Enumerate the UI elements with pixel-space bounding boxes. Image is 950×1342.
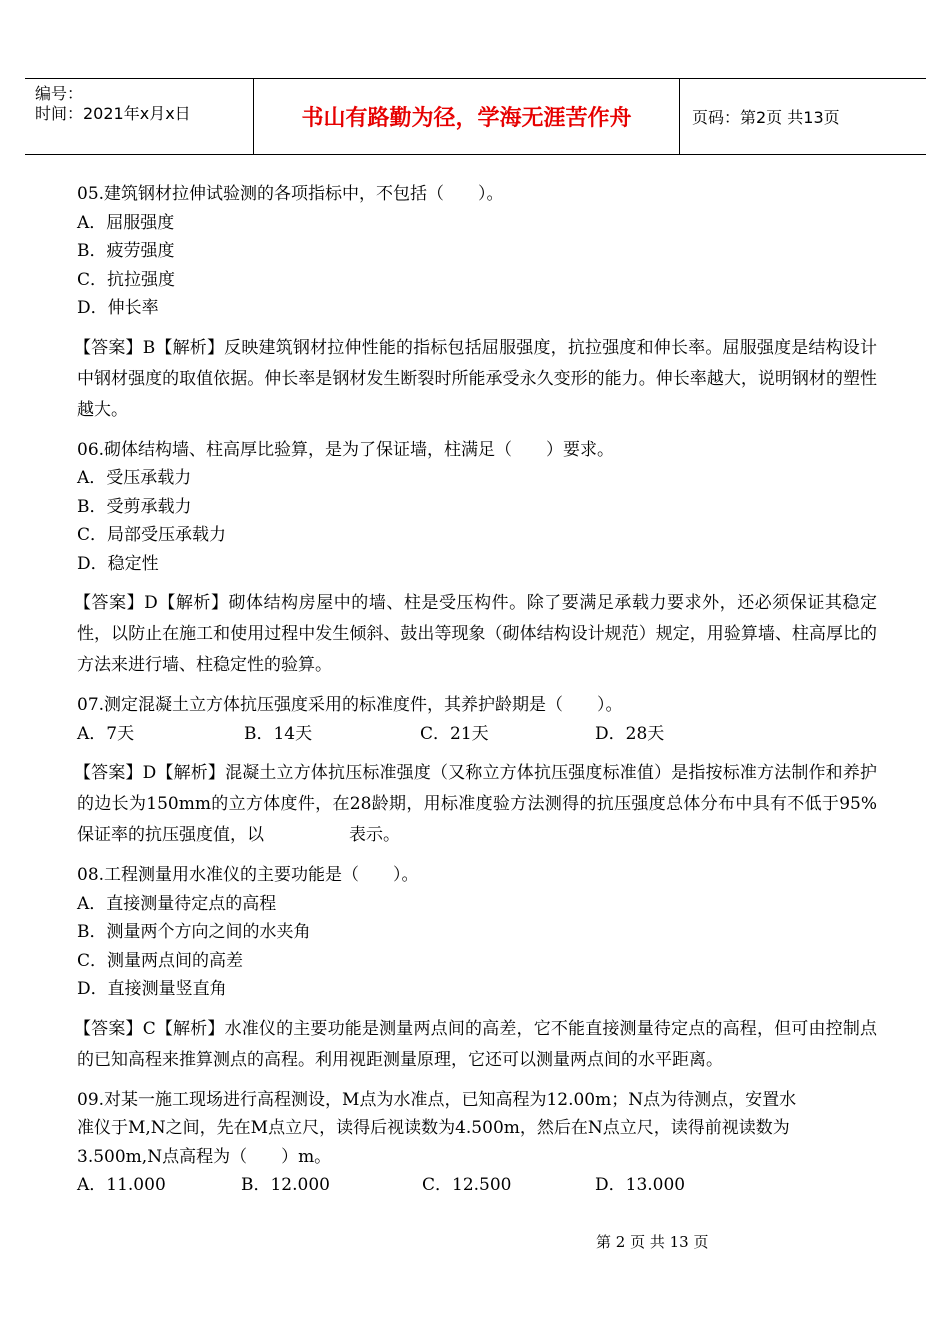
answer-explanation: 【答案】D【解析】砌体结构房屋中的墙、柱是受压构件。除了要满足承载力要求外，还必须保证其稳定性，以防止在施工和使用过程中发生倾斜、鼓出等现象（砌体结构设计规范）规定，用验算墙、柱高厚比的方法来进行墙、柱稳定性的验算。 — [74, 593, 877, 675]
question-stem: 07.测定混凝土立方体抗压强度采用的标准度件，其养护龄期是（ ）。 — [77, 695, 623, 715]
option-d: D．直接测量竖直角 — [77, 979, 227, 999]
header-meta — [25, 79, 254, 154]
question-stem-line-3: 3.500m,N点高程为（ ）m。 — [77, 1146, 332, 1167]
option-d: D．伸长率 — [77, 298, 159, 318]
option-b: B．受剪承载力 — [77, 496, 192, 517]
option-c: C．测量两点间的高差 — [77, 950, 244, 971]
answer-explanation: 【答案】B【解析】反映建筑钢材拉伸性能的指标包括屈服强度，抗拉强度和伸长率。屈服强度是结构设计中钢材强度的取值依据。伸长率是钢材发生断裂时所能承受永久变形的能力。伸长率越大，说明钢材的塑性越大。 — [74, 337, 877, 420]
inline-options — [77, 1171, 877, 1200]
answer-explanation: 【答案】C【解析】水准仪的主要功能是测量两点间的高差，它不能直接测量待定点的高程，但可由控制点的已知高程来推算测点的高程。利用视距测量原理，它还可以测量两点间的水平距离。 — [74, 1018, 877, 1070]
page-header — [25, 78, 926, 155]
question-stem: 05.建筑钢材拉伸试验测的各项指标中，不包括（ ）。 — [77, 184, 504, 204]
option-c: C．抗拉强度 — [77, 269, 176, 290]
header-motto: 书山有路勤为径，学海无涯苦作舟 — [254, 79, 680, 154]
option-d: D．28天 — [595, 723, 665, 744]
question-stem-line-1: 09.对某一施工现场进行高程测设，M点为水准点，已知高程为12.00m；N点为待测点，安置水 — [77, 1089, 797, 1110]
option-c: C．12.500 — [422, 1175, 512, 1195]
option-a: A．7天 — [77, 723, 135, 744]
option-d: D．稳定性 — [77, 553, 159, 574]
question-stem: 08.工程测量用水准仪的主要功能是（ ）。 — [77, 865, 419, 885]
option-b: B．14天 — [244, 723, 313, 744]
question-08 — [74, 861, 877, 1076]
option-c: C．局部受压承载力 — [77, 525, 227, 545]
header-page-info: 页码：第2页 共13页 — [692, 108, 840, 127]
doc-number-label: 编号： — [35, 84, 84, 103]
document-body — [74, 180, 877, 1200]
page-footer: 第 2 页 共 13 页 — [596, 1233, 709, 1251]
doc-time-label: 时间：2021年x月x日 — [35, 104, 191, 123]
answer-explanation: 【答案】D【解析】混凝土立方体抗压标准强度（又称立方体抗压强度标准值）是指按标准方法制作和养护的边长为150mm的立方体度件，在28龄期，用标准度验方法测得的抗压强度总体分布中具有不低于95%保证率的抗压强度值，以 表示。 — [74, 763, 877, 845]
option-b: B．12.000 — [241, 1175, 330, 1195]
question-05 — [74, 180, 877, 426]
option-a: A．11.000 — [77, 1175, 166, 1195]
question-stem-line-2: 准仪于M,N之间，先在M点立尺，读得后视读数为4.500m，然后在N点立尺，读得前视读数为 — [77, 1118, 790, 1138]
question-07 — [74, 691, 877, 851]
question-06 — [74, 436, 877, 682]
option-d: D．13.000 — [595, 1175, 686, 1195]
inline-options — [77, 720, 877, 749]
option-b: B．疲劳强度 — [77, 241, 175, 261]
option-a: A．直接测量待定点的高程 — [77, 893, 277, 914]
option-b: B．测量两个方向之间的水夹角 — [77, 922, 311, 942]
question-stem: 06.砌体结构墙、柱高厚比验算，是为了保证墙，柱满足（ ）要求。 — [77, 439, 615, 460]
option-c: C．21天 — [420, 723, 489, 744]
option-a: A．受压承载力 — [77, 468, 192, 488]
option-a: A．屈服强度 — [77, 212, 175, 233]
question-09 — [77, 1086, 877, 1200]
